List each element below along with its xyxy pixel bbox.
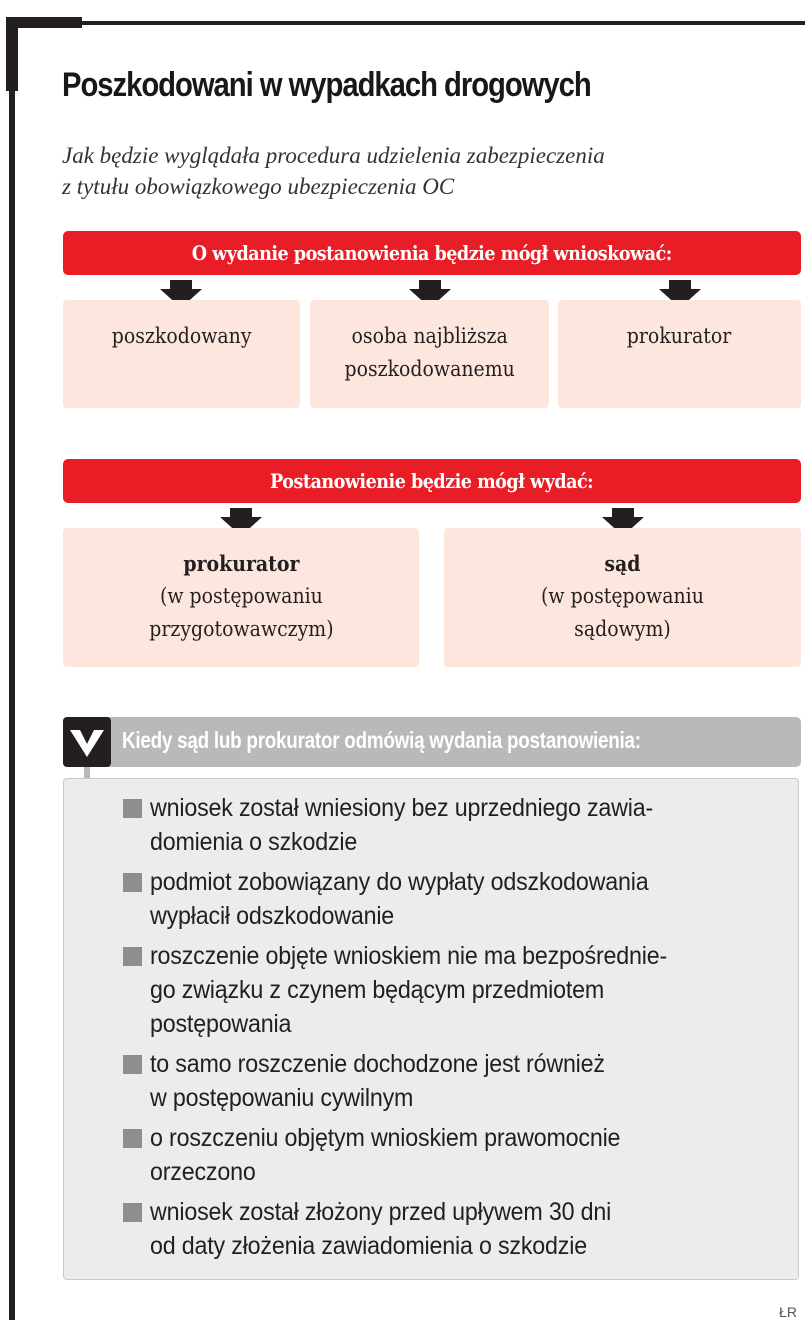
- checkmark-icon: [63, 717, 111, 767]
- frame-left-rule: [9, 88, 15, 1320]
- frame-corner-left: [6, 17, 18, 91]
- list-item: wniosek został złożony przed upływem 30 dni od daty złożenia zawiadomienia o szkodzie: [123, 1195, 795, 1263]
- issuer-detail-line1: (w postępowaniu: [159, 584, 323, 608]
- subtitle: [62, 140, 605, 202]
- issuer-name: sąd: [604, 551, 641, 576]
- square-bullet-icon: [123, 873, 142, 892]
- applicant-label: osoba najbliższa: [351, 324, 508, 348]
- refusal-reasons-list: [123, 791, 795, 1269]
- section1-header: [63, 231, 801, 275]
- section1-header-text: O wydanie postanowienia będzie mógł wnioskować:: [192, 241, 672, 265]
- issuer-name: prokurator: [182, 551, 300, 576]
- square-bullet-icon: [123, 1055, 142, 1074]
- square-bullet-icon: [123, 1129, 142, 1148]
- issuer-box-prosecutor: [63, 528, 419, 667]
- issuer-box-court: [444, 528, 801, 667]
- applicant-label-line2: poszkodowanemu: [344, 357, 515, 381]
- frame-top-rule: [80, 21, 805, 25]
- applicant-box-prosecutor: [558, 300, 801, 408]
- issuer-detail-line1: (w postępowaniu: [541, 584, 704, 608]
- section2-header-text: Postanowienie będzie mógł wydać:: [270, 469, 594, 493]
- list-item: o roszczeniu objętym wnioskiem prawomocnie orzeczono: [123, 1121, 795, 1189]
- page-title: Poszkodowani w wypadkach drogowych: [62, 66, 591, 104]
- issuer-detail-line2: przygotowawczym): [148, 617, 334, 641]
- section2-header: [63, 459, 801, 503]
- list-item: wniosek został wniesiony bez uprzedniego zawia- domienia o szkodzie: [123, 791, 795, 859]
- subtitle-line-1: Jak będzie wyglądała procedura udzielenia zabezpieczenia: [62, 143, 605, 168]
- applicant-box-closest-person: [310, 300, 549, 408]
- section3-header-text: Kiedy sąd lub prokurator odmówią wydania postanowienia:: [122, 727, 641, 753]
- list-item: podmiot zobowiązany do wypłaty odszkodowania wypłacił odszkodowanie: [123, 865, 795, 933]
- list-item: to samo roszczenie dochodzone jest również w postępowaniu cywilnym: [123, 1047, 795, 1115]
- square-bullet-icon: [123, 1203, 142, 1222]
- issuer-detail-line2: sądowym): [574, 617, 671, 641]
- applicant-box-injured: [63, 300, 300, 408]
- subtitle-line-2: z tytułu obowiązkowego ubezpieczenia OC: [62, 174, 455, 199]
- applicant-label: poszkodowany: [111, 324, 252, 348]
- applicant-label: prokurator: [627, 324, 732, 348]
- author-credit: ŁR: [779, 1304, 797, 1320]
- list-item: roszczenie objęte wnioskiem nie ma bezpośrednie- go związku z czynem będącym przedmiotem postępowania: [123, 939, 795, 1041]
- checkmark-badge: [63, 717, 111, 767]
- square-bullet-icon: [123, 799, 142, 818]
- square-bullet-icon: [123, 947, 142, 966]
